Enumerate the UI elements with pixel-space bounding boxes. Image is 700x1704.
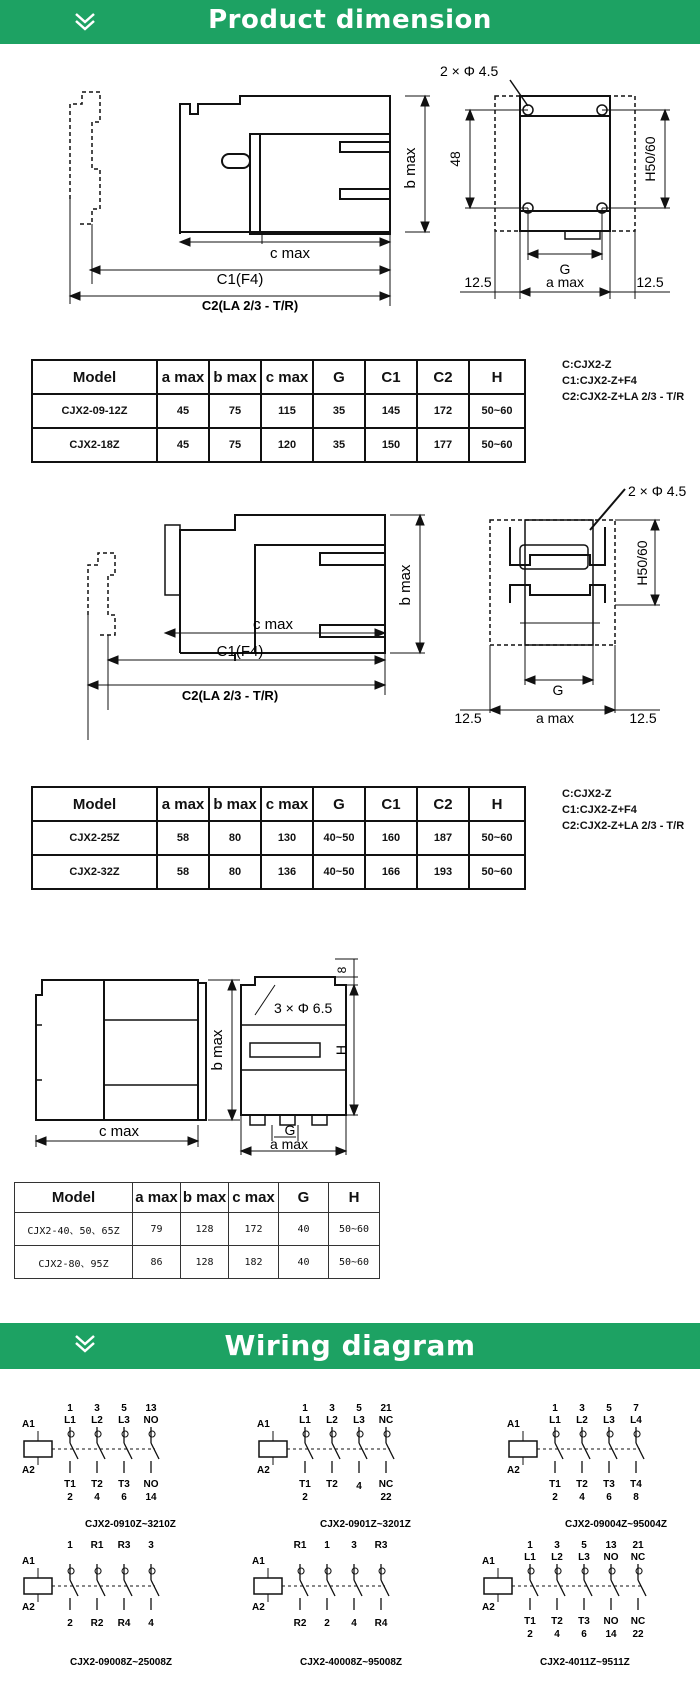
terminal-label: T3 (578, 1616, 590, 1627)
terminal-label: 2 (67, 1492, 73, 1503)
contact-blade (305, 1443, 313, 1459)
contact-blade (124, 1443, 132, 1459)
coil-a1-label: A1 (257, 1419, 270, 1430)
terminal-label: 2 (67, 1618, 73, 1629)
contact-mark (580, 1431, 586, 1437)
cell: 160 (365, 821, 417, 855)
contact-mark (357, 1431, 363, 1437)
contact-mark (553, 1431, 559, 1437)
cell: 150 (365, 428, 417, 462)
cell: CJX2-18Z (32, 428, 157, 462)
dim-12-5-left: 12.5 (454, 710, 482, 726)
header-cell: c max (261, 787, 313, 821)
cell: 45 (157, 394, 209, 428)
cell: 50~60 (469, 821, 525, 855)
cell: 130 (261, 821, 313, 855)
terminal-label: NO (143, 1415, 159, 1426)
contact-mark (325, 1568, 331, 1574)
contact-blade (327, 1580, 335, 1596)
spec-table-1 (31, 359, 526, 463)
terminal-label: L1 (299, 1415, 311, 1426)
cell: 50~60 (469, 855, 525, 889)
cell: 86 (133, 1246, 181, 1279)
cell: 79 (133, 1213, 181, 1246)
dim-h: H50/60 (642, 136, 658, 182)
wiring-diagrams (0, 1369, 700, 1704)
dim-c-max: c max (98, 1123, 140, 1140)
wiring-model-label: CJX2-0901Z~3201Z (320, 1519, 411, 1530)
terminal-label: T1 (524, 1616, 536, 1627)
contact-mark (607, 1431, 613, 1437)
cell: 120 (261, 428, 313, 462)
terminal-label: 4 (579, 1492, 585, 1503)
section-title: Wiring diagram (224, 1329, 476, 1362)
terminal-label: 4 (554, 1629, 560, 1640)
dim-a-max: a max (269, 1136, 309, 1152)
cell: 187 (417, 821, 469, 855)
contact-mark (149, 1568, 155, 1574)
dimension-drawing-1 (0, 44, 700, 344)
header-cell: G (313, 360, 365, 394)
header-cell: H (469, 360, 525, 394)
header-cell: C1 (365, 787, 417, 821)
header-cell: C2 (417, 360, 469, 394)
terminal-label: 2 (324, 1618, 330, 1629)
terminal-label: 14 (145, 1492, 157, 1503)
terminal-label: L1 (549, 1415, 561, 1426)
terminal-label: 14 (605, 1629, 617, 1640)
contact-mark (609, 1568, 615, 1574)
wiring-model-label: CJX2-0910Z~3210Z (85, 1519, 176, 1530)
coil-symbol (24, 1578, 52, 1594)
hole-label: 3 × Φ 6.5 (274, 1000, 333, 1016)
terminal-label: 2 (527, 1629, 533, 1640)
terminal-label: 3 (148, 1540, 154, 1551)
terminal-label: 1 (302, 1403, 308, 1414)
table-header-row (15, 1183, 380, 1213)
terminal-label: 22 (632, 1629, 644, 1640)
dim-c2: C2(LA 2/3 - T/R) (181, 688, 279, 703)
contact-mark (636, 1568, 642, 1574)
terminal-label: 4 (351, 1618, 357, 1629)
cell: 136 (261, 855, 313, 889)
contact-mark (352, 1568, 358, 1574)
contact-blade (555, 1443, 563, 1459)
dim-12-5-left: 12.5 (464, 274, 492, 290)
terminal-label: L2 (576, 1415, 588, 1426)
terminal-label: NC (378, 1415, 394, 1426)
terminal-label: NC (630, 1616, 646, 1627)
dim-b-max: b max (397, 564, 414, 606)
coil-a2-label: A2 (482, 1602, 495, 1613)
terminal-label: L3 (578, 1552, 590, 1563)
header-cell: C1 (365, 360, 417, 394)
terminal-label: 1 (67, 1540, 73, 1551)
model-legend-1 (562, 357, 684, 405)
legend-line: C1:CJX2-Z+F4 (562, 375, 637, 387)
terminal-label: 1 (527, 1540, 533, 1551)
terminal-label: T4 (630, 1479, 642, 1490)
dim-g: G (552, 682, 564, 698)
terminal-label: 13 (605, 1540, 617, 1551)
coil-a2-label: A2 (257, 1465, 270, 1476)
cell: 40 (279, 1213, 329, 1246)
wiring-model-label: CJX2-40008Z~95008Z (300, 1657, 403, 1668)
header-cell: a max (157, 787, 209, 821)
cell: 177 (417, 428, 469, 462)
coil-symbol (484, 1578, 512, 1594)
dim-c1: C1(F4) (216, 643, 264, 660)
terminal-label: L1 (524, 1552, 536, 1563)
terminal-label: L3 (118, 1415, 130, 1426)
terminal-label: 4 (148, 1618, 154, 1629)
terminal-label: 1 (67, 1403, 73, 1414)
contact-blade (381, 1580, 389, 1596)
contact-mark (95, 1568, 101, 1574)
coil-a2-label: A2 (22, 1602, 35, 1613)
contact-blade (582, 1443, 590, 1459)
cell: CJX2-40、50、65Z (15, 1213, 133, 1246)
header-cell: c max (261, 360, 313, 394)
terminal-label: 8 (633, 1492, 639, 1503)
terminal-label: NO (603, 1616, 619, 1627)
cell: CJX2-09-12Z (32, 394, 157, 428)
contact-mark (298, 1568, 304, 1574)
terminal-label: 4 (356, 1481, 362, 1492)
dim-c1: C1(F4) (216, 271, 264, 288)
cell: 75 (209, 394, 261, 428)
contact-blade (300, 1580, 308, 1596)
cell: 193 (417, 855, 469, 889)
cell: 50~60 (469, 428, 525, 462)
coil-a1-label: A1 (22, 1419, 35, 1430)
contact-mark (582, 1568, 588, 1574)
terminal-label: 1 (324, 1540, 330, 1551)
contact-mark (95, 1431, 101, 1437)
dim-8: 8 (335, 966, 349, 974)
cell: 40~50 (313, 821, 365, 855)
cell: 50~60 (469, 394, 525, 428)
table-row (32, 428, 525, 462)
contact-blade (386, 1443, 394, 1459)
dim-12-5-right: 12.5 (629, 710, 657, 726)
terminal-label: L2 (551, 1552, 563, 1563)
terminal-label: 13 (145, 1403, 157, 1414)
contact-mark (330, 1431, 336, 1437)
terminal-label: 3 (579, 1403, 585, 1414)
contact-mark (68, 1568, 74, 1574)
terminal-label: 6 (606, 1492, 612, 1503)
terminal-label: 5 (581, 1540, 587, 1551)
terminal-label: 21 (632, 1540, 644, 1551)
terminal-label: T2 (91, 1479, 103, 1490)
cell: 45 (157, 428, 209, 462)
dim-12-5-right: 12.5 (636, 274, 664, 290)
cell: CJX2-25Z (32, 821, 157, 855)
dim-c2: C2(LA 2/3 - T/R) (201, 298, 299, 313)
coil-a1-label: A1 (252, 1556, 265, 1567)
coil-a2-label: A2 (507, 1465, 520, 1476)
contact-blade (354, 1580, 362, 1596)
contact-mark (122, 1568, 128, 1574)
terminal-label: 5 (606, 1403, 612, 1414)
coil-a1-label: A1 (507, 1419, 520, 1430)
section-title: Product dimension (208, 5, 492, 35)
terminal-label: T1 (299, 1479, 311, 1490)
header-cell: C2 (417, 787, 469, 821)
coil-symbol (259, 1441, 287, 1457)
wiring-diagram-banner (0, 1323, 700, 1369)
terminal-label: L2 (91, 1415, 103, 1426)
table-header-row (32, 787, 525, 821)
contact-blade (530, 1580, 538, 1596)
cell: 50~60 (329, 1246, 380, 1279)
contact-blade (70, 1580, 78, 1596)
terminal-label: L1 (64, 1415, 76, 1426)
header-cell: a max (157, 360, 209, 394)
coil-symbol (254, 1578, 282, 1594)
contact-mark (68, 1431, 74, 1437)
terminal-label: T2 (551, 1616, 563, 1627)
coil-symbol (509, 1441, 537, 1457)
dim-g: G (559, 261, 571, 277)
terminal-label: NO (603, 1552, 619, 1563)
hole-label: 2 × Φ 4.5 (628, 485, 687, 499)
legend-line: C:CJX2-Z (562, 788, 612, 800)
dim-h: H50/60 (634, 540, 650, 586)
header-cell: c max (229, 1183, 279, 1213)
terminal-label: 22 (380, 1492, 392, 1503)
terminal-label: R3 (117, 1540, 131, 1551)
cell: 172 (417, 394, 469, 428)
dim-c-max: c max (269, 245, 311, 262)
terminal-label: T2 (576, 1479, 588, 1490)
terminal-label: 3 (351, 1540, 357, 1551)
header-cell: b max (181, 1183, 229, 1213)
header-cell: H (469, 787, 525, 821)
header-cell: a max (133, 1183, 181, 1213)
contact-mark (634, 1431, 640, 1437)
terminal-label: 2 (302, 1492, 308, 1503)
terminal-label: L2 (326, 1415, 338, 1426)
contact-mark (122, 1431, 128, 1437)
contact-blade (557, 1580, 565, 1596)
terminal-label: 7 (633, 1403, 639, 1414)
cell: 172 (229, 1213, 279, 1246)
header-cell: Model (15, 1183, 133, 1213)
cell: 58 (157, 821, 209, 855)
contact-mark (528, 1568, 534, 1574)
dim-b-max: b max (209, 1029, 226, 1071)
cell: 40~50 (313, 855, 365, 889)
dim-a-max: a max (545, 274, 585, 290)
header-cell: Model (32, 360, 157, 394)
legend-line: C2:CJX2-Z+LA 2/3 - T/R (562, 820, 685, 832)
terminal-label: 2 (552, 1492, 558, 1503)
wiring-model-label: CJX2-4011Z~9511Z (540, 1657, 630, 1668)
contact-mark (379, 1568, 385, 1574)
table-row (32, 821, 525, 855)
cell: 128 (181, 1213, 229, 1246)
terminal-label: R4 (374, 1618, 388, 1629)
contact-mark (303, 1431, 309, 1437)
terminal-label: 21 (380, 1403, 392, 1414)
model-legend-2 (562, 786, 684, 834)
header-cell: b max (209, 360, 261, 394)
header-cell: Model (32, 787, 157, 821)
terminal-label: 1 (552, 1403, 558, 1414)
table-row (15, 1213, 380, 1246)
terminal-label: 4 (94, 1492, 100, 1503)
cell: 40 (279, 1246, 329, 1279)
contact-blade (124, 1580, 132, 1596)
dimension-drawing-3 (0, 955, 700, 1170)
dim-b-max: b max (402, 147, 419, 189)
wiring-model-label: CJX2-09008Z~25008Z (70, 1657, 173, 1668)
table-row (32, 394, 525, 428)
terminal-label: L4 (630, 1415, 642, 1426)
spec-table-2 (31, 786, 526, 890)
contact-blade (638, 1580, 646, 1596)
cell: 35 (313, 394, 365, 428)
terminal-label: NO (143, 1479, 159, 1490)
coil-a2-label: A2 (22, 1465, 35, 1476)
cell: 182 (229, 1246, 279, 1279)
terminal-label: T1 (549, 1479, 561, 1490)
terminal-label: T2 (326, 1479, 338, 1490)
legend-line: C:CJX2-Z (562, 359, 612, 371)
cell: CJX2-80、95Z (15, 1246, 133, 1279)
cell: 58 (157, 855, 209, 889)
spec-table-3 (14, 1182, 380, 1279)
terminal-label: T1 (64, 1479, 76, 1490)
terminal-label: NC (378, 1479, 394, 1490)
hole-label: 2 × Φ 4.5 (440, 63, 499, 79)
terminal-label: T3 (603, 1479, 615, 1490)
terminal-label: 6 (121, 1492, 127, 1503)
terminal-label: NC (630, 1552, 646, 1563)
contact-blade (97, 1580, 105, 1596)
cell: 80 (209, 855, 261, 889)
coil-a1-label: A1 (22, 1556, 35, 1567)
dimension-drawing-2 (0, 485, 700, 755)
terminal-label: R4 (117, 1618, 131, 1629)
terminal-label: R3 (374, 1540, 388, 1551)
dim-48: 48 (447, 151, 463, 167)
legend-line: C2:CJX2-Z+LA 2/3 - T/R (562, 391, 685, 403)
contact-mark (384, 1431, 390, 1437)
wiring-model-label: CJX2-09004Z~95004Z (565, 1519, 668, 1530)
terminal-label: T3 (118, 1479, 130, 1490)
contact-mark (555, 1568, 561, 1574)
contact-blade (151, 1443, 159, 1459)
contact-blade (151, 1580, 159, 1596)
terminal-label: L3 (353, 1415, 365, 1426)
header-cell: H (329, 1183, 380, 1213)
header-cell: G (313, 787, 365, 821)
cell: 115 (261, 394, 313, 428)
contact-blade (332, 1443, 340, 1459)
coil-a1-label: A1 (482, 1556, 495, 1567)
terminal-label: 5 (356, 1403, 362, 1414)
cell: 75 (209, 428, 261, 462)
contact-mark (149, 1431, 155, 1437)
terminal-label: R1 (293, 1540, 307, 1551)
contact-blade (70, 1443, 78, 1459)
contact-blade (584, 1580, 592, 1596)
coil-a2-label: A2 (252, 1602, 265, 1613)
contact-blade (636, 1443, 644, 1459)
dim-g: G (284, 1122, 296, 1138)
cell: 80 (209, 821, 261, 855)
coil-symbol (24, 1441, 52, 1457)
table-row (32, 855, 525, 889)
cell: CJX2-32Z (32, 855, 157, 889)
dim-h: H (333, 1044, 349, 1056)
legend-line: C1:CJX2-Z+F4 (562, 804, 637, 816)
dim-a-max: a max (535, 710, 575, 726)
product-dimension-banner (0, 0, 700, 44)
table-header-row (32, 360, 525, 394)
cell: 166 (365, 855, 417, 889)
header-cell: G (279, 1183, 329, 1213)
contact-blade (97, 1443, 105, 1459)
header-cell: b max (209, 787, 261, 821)
contact-blade (609, 1443, 617, 1459)
contact-blade (359, 1443, 367, 1459)
terminal-label: 3 (554, 1540, 560, 1551)
terminal-label: 6 (581, 1629, 587, 1640)
cell: 128 (181, 1246, 229, 1279)
terminal-label: R2 (90, 1618, 104, 1629)
terminal-label: 3 (94, 1403, 100, 1414)
terminal-label: R2 (293, 1618, 307, 1629)
terminal-label: L3 (603, 1415, 615, 1426)
dim-c-max: c max (252, 616, 294, 633)
cell: 145 (365, 394, 417, 428)
terminal-label: 5 (121, 1403, 127, 1414)
table-row (15, 1246, 380, 1279)
cell: 35 (313, 428, 365, 462)
contact-blade (611, 1580, 619, 1596)
terminal-label: R1 (90, 1540, 104, 1551)
terminal-label: 3 (329, 1403, 335, 1414)
cell: 50~60 (329, 1213, 380, 1246)
